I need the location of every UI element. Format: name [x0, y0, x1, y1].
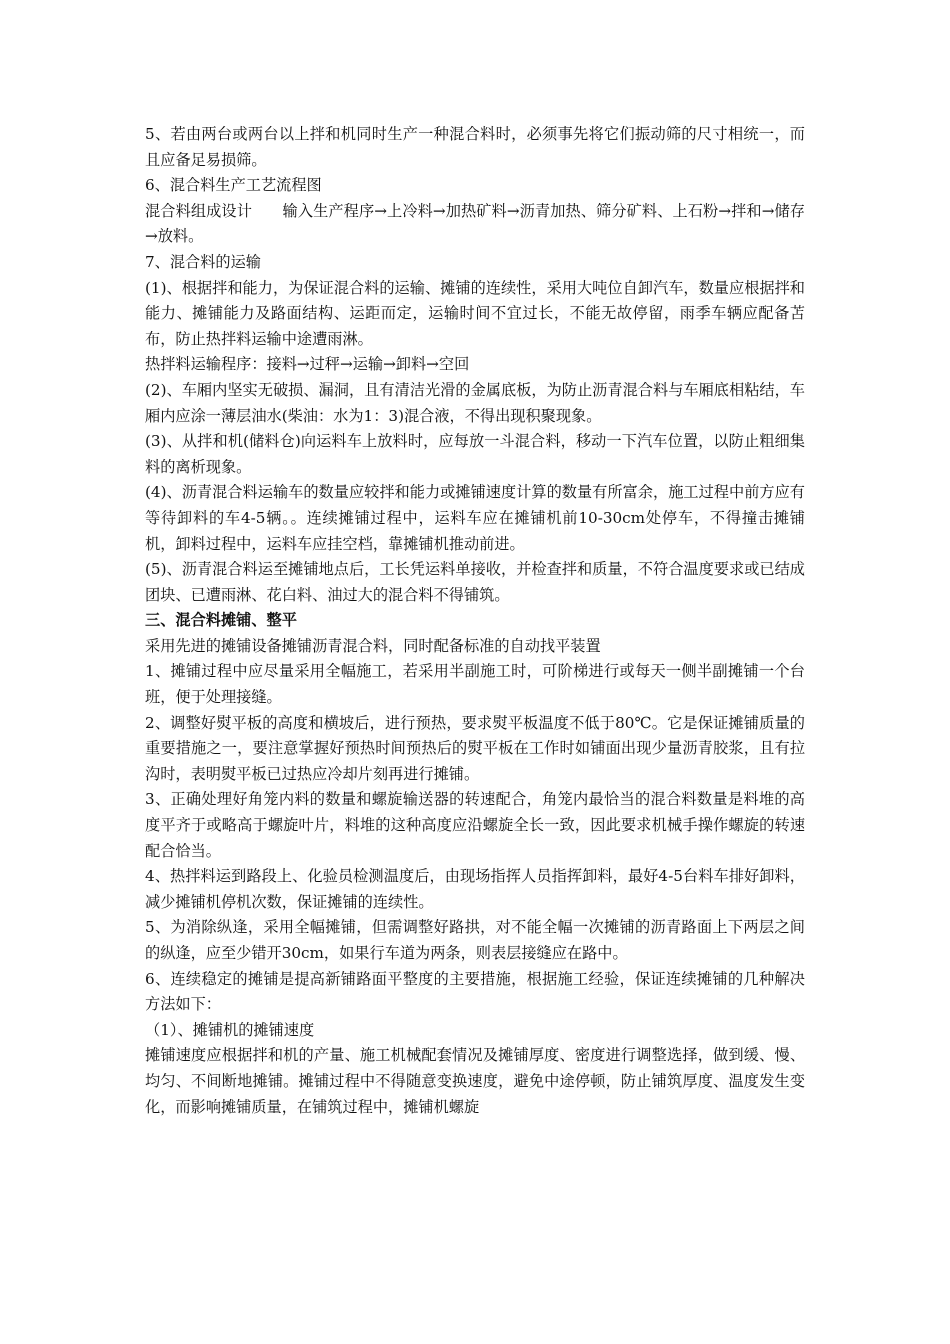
paragraph-paving-5: 5、为消除纵逢，采用全幅摊铺，但需调整好路拱，对不能全幅一次摊铺的沥青路面上下两层之间的纵逢，应至少错开30cm，如果行车道为两条，则表层接缝应在路中。	[145, 918, 805, 962]
paragraph-paving-1: 1、摊铺过程中应尽量采用全幅施工，若采用半副施工时，可阶梯进行或每天一侧半副摊铺一个台班，便于处理接缝。	[145, 662, 805, 707]
paragraph-transport-3: (3)、从拌和机(储料仓)向运料车上放料时，应每放一斗混合料，移动一下汽车位置，以防止粗细集料的离析现象。	[145, 432, 805, 476]
paragraph-paving-intro: 采用先进的摊铺设备摊铺沥青混合料，同时配备标准的自动找平装置	[145, 636, 601, 655]
paragraph-paving-2: 2、调整好熨平板的高度和横坡后，进行预热，要求熨平板温度不低于80℃。它是保证摊铺质量的重要措施之一，要注意掌握好预热时间预热后的熨平板在工作时如铺面出现少量沥青胶浆，且有拉沟时，表明熨平板已过热应冷却片刻再进行摊铺。	[145, 713, 805, 783]
paragraph-transport-5: (5)、沥青混合料运至摊铺地点后，工长凭运料单接收，并检查拌和质量，不符合温度要求或已结成团块、已遭雨淋、花白料、油过大的混合料不得铺筑。	[145, 560, 805, 604]
paragraph-transport-1: (1)、根据拌和能力，为保证混合料的运输、摊铺的连续性，采用大吨位自卸汽车，数量应根据拌和能力、摊铺能力及路面结构、运距而定，运输时间不宜过长，不能无故停留，雨季车辆应配备苫布，防止热拌料运输中途遭雨淋。	[145, 278, 805, 348]
paragraph-paving-speed: 摊铺速度应根据拌和机的产量、施工机械配套情况及摊铺厚度、密度进行调整选择，做到缓、慢、均匀、不间断地摊铺。摊铺过程中不得随意变换速度，避免中途停顿，防止铺筑厚度、温度发生变化，而影响摊铺质量，在铺筑过程中，摊铺机螺旋	[145, 1046, 805, 1116]
paragraph-paving-speed-title: （1）、摊铺机的摊铺速度	[145, 1020, 315, 1039]
paragraph-process-title: 6、混合料生产工艺流程图	[145, 176, 322, 195]
paragraph-sieve: 5、若由两台或两台以上拌和机同时生产一种混合料时，必须事先将它们振动筛的尺寸相统一，而且应备足易损筛。	[145, 125, 805, 169]
paragraph-paving-6: 6、连续稳定的摊铺是提高新铺路面平整度的主要措施，根据施工经验，保证连续摊铺的几种解决方法如下：	[145, 969, 805, 1014]
paragraph-transport-4: (4)、沥青混合料运输车的数量应较拌和能力或摊铺速度计算的数量有所富余，施工过程中前方应有等待卸料的车4-5辆。。连续摊铺过程中，运料车应在摊铺机前10-30cm处停车，不得撞击摊铺机，卸料过程中，运料车应挂空档，靠摊铺机推动前进。	[145, 483, 805, 553]
paragraph-transport-2: (2)、车厢内坚实无破损、漏洞，且有清洁光滑的金属底板，为防止沥青混合料与车厢底相粘结，车厢内应涂一薄层油水(柴油：水为1：3)混合液，不得出现积聚现象。	[145, 380, 805, 425]
paragraph-paving-4: 4、热拌料运到路段上、化验员检测温度后，由现场指挥人员指挥卸料，最好4-5台料车排好卸料，减少摊铺机停机次数，保证摊铺的连续性。	[145, 867, 805, 911]
section-heading-paving: 三、混合料摊铺、整平	[145, 611, 297, 630]
paragraph-paving-3: 3、正确处理好角笼内料的数量和螺旋输送器的转速配合，角笼内最恰当的混合料数量是料堆的高度平齐于或略高于螺旋叶片，料堆的这种高度应沿螺旋全长一致，因此要求机械手操作螺旋的转速配合恰当。	[145, 790, 805, 860]
paragraph-transport-procedure: 热拌料运输程序：接料→过秤→运输→卸料→空回	[145, 355, 470, 374]
paragraph-transport-title: 7、混合料的运输	[145, 252, 261, 271]
paragraph-process-flow: 混合料组成设计 输入生产程序→上冷料→加热矿料→沥青加热、筛分矿料、上石粉→拌和→储存→放料。	[145, 201, 805, 246]
document-page	[145, 122, 805, 1120]
